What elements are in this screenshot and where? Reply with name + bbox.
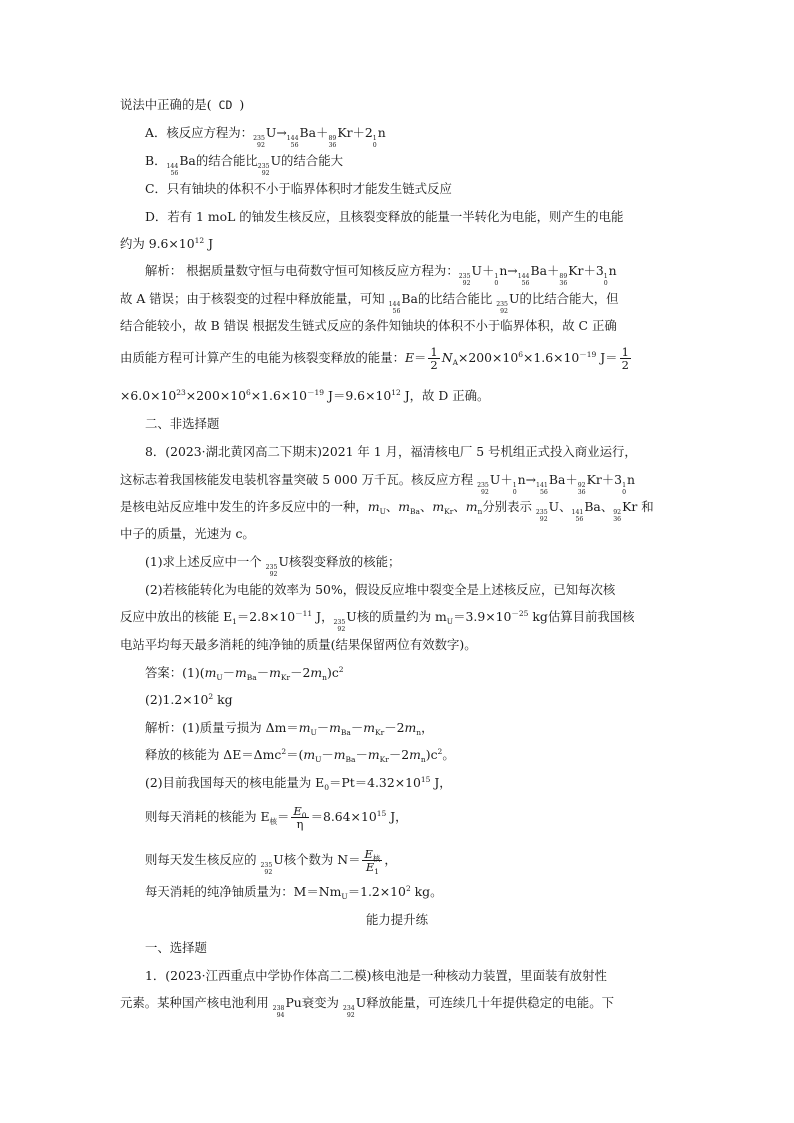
section-heading-choice: 一、选择题 xyxy=(145,940,207,955)
q8-solution-4: 则每天消耗的核能为 $E_核=$ $\frac{E_0}{\eta}$ $=8.64\times 10^{15}$ J， xyxy=(145,804,408,831)
q7-option-a: A．核反应方程为： 235 92 U→ 144 56 Ba＋ 89 36 Kr＋2 1 0 n xyxy=(145,125,386,149)
q8-solution-3: (2)目前我国每天的核电能量为 $E_0=Pt=4.32\times 10^{15}$ J， xyxy=(145,775,452,792)
q7-answer: CD xyxy=(218,98,233,112)
q7-solution-line1: 解析： 根据质量数守恒与电荷数守恒可知核反应方程为： 235 92 U＋ 1 0 n→ 144 56 Ba＋ 89 36 Kr＋3 1 0 n xyxy=(145,263,617,287)
fraction-ehe-over-e1: $\frac{E_核}{E_1}$ xyxy=(364,847,381,876)
q8-solution-1: 解析：(1)质量亏损为 $\Delta m=m_U-m_{Ba}-m_{Kr}-2m_n$， xyxy=(145,720,434,737)
nuclide-u235: 235 92 xyxy=(257,163,270,177)
q7-solution-line3: 结合能较小，故 B 错误 根据发生链式反应的条件知铀块的体积不小于临界体积，故 C 正确 xyxy=(120,318,617,333)
q7-stem: 说法中正确的是( CD ) xyxy=(120,97,245,112)
q7-solution-line4: 由质能方程可计算产生的电能为核裂变释放的能量：E＝ $\frac{1}{2}$ $N_A\times 200\times 10^6\times 1.6\times 10^{-19}$ J＝ $\frac{1}{2}$ xyxy=(120,345,629,372)
q8-line1: 8．(2023·湖北黄冈高二下期末)2021 年 1 月，福清核电厂 5 号机组正式投入商业运行， xyxy=(145,444,637,459)
q7-option-b: B． 144 56 Ba的结合能比 235 92 U的结合能大 xyxy=(145,153,343,177)
q8-line3: 是核电站反应堆中发生的许多反应中的一种，$m_U$、$m_{Ba}$、$m_{Kr}$、$m_n$分别表示 235 92 U、 141 56 Ba、 92 36 Kr 和 xyxy=(120,499,654,523)
q8-solution-2: 释放的核能为 $\Delta E=\Delta mc^2=(m_U-m_{Ba}-m_{Kr}-2m_n)c^2$。 xyxy=(145,747,455,764)
q8-solution-6: 每天消耗的纯净铀质量为：$M=Nm_U=1.2\times 10^2$ kg。 xyxy=(145,884,443,901)
q7-option-d-line2: 约为 $9.6\times 10^{12}$ J xyxy=(120,236,214,251)
q8-solution-5: 则每天发生核反应的 235 92 U核个数为 N＝ $\frac{E_核}{E_1}$ ， xyxy=(145,847,397,876)
q8-answer-2: $(2)1.2\times 10^2$ kg xyxy=(145,692,233,707)
fraction-half: $\frac{1}{2}$ xyxy=(621,345,629,372)
nuclide-pu238: 238 94 xyxy=(272,1005,285,1019)
nuclide-ba144: 144 56 xyxy=(286,135,299,149)
q8-part2-line1: (2)若核能转化为电能的效率为 50%，假设反应堆中裂变全是上述核反应，已知每次核 xyxy=(145,582,616,597)
q8-answer-1: 答案：$(1)(m_U-m_{Ba}-m_{Kr}-2m_n)c^2$ xyxy=(145,665,344,682)
q8-part1: (1)求上述反应中一个 235 92 U核裂变释放的核能； xyxy=(145,554,401,578)
nuclide-kr89: 89 36 xyxy=(328,135,337,149)
section-heading-non-choice: 二、非选择题 xyxy=(145,416,220,431)
q1-line2: 元素。某种国产核电池利用 238 94 Pu衰变为 234 92 U释放能量，可连续几十年提供稳定的电能。下 xyxy=(120,995,614,1019)
q8-part2-line3: 电站平均每天最多消耗的纯净铀的质量(结果保留两位有效数字)。 xyxy=(120,637,477,652)
q7-solution-line2: 故 A 错误；由于核裂变的过程中释放能量，可知 144 56 Ba的比结合能比 235 92 U的比结合能大，但 xyxy=(120,291,619,315)
q8-line2: 这标志着我国核能发电装机容量突破 5 000 万千瓦。核反应方程 235 92 U＋ 1 0 n→ 141 56 Ba＋ 92 36 Kr＋3 1 0 n xyxy=(120,472,635,496)
q8-part2-line2: 反应中放出的核能 $E_1=2.8\times 10^{-11}$ J， 235 92 U核的质量约为 $m_U=3.9\times 10^{-25}$ kg估算目前我国核 xyxy=(120,609,635,633)
q1-line1: 1．(2023·江西重点中学协作体高二二模)核电池是一种核动力装置，里面装有放射性 xyxy=(145,968,607,983)
q8-line4: 中子的质量，光速为 c。 xyxy=(120,526,255,541)
fraction-e0-over-eta: $\frac{E_0}{\eta}$ xyxy=(293,804,307,831)
nuclide-n: 1 0 xyxy=(372,135,377,149)
q7-option-c: C．只有铀块的体积不小于临界体积时才能发生链式反应 xyxy=(145,181,452,196)
q7-solution-line5: $\times 6.0\times 10^{23}\times 200\times 10^6\times 1.6\times 10^{-19}$ $J=9.6\times 10^{12}$ J，故 D 正确。 xyxy=(120,388,490,403)
section-title-ability: 能力提升练 xyxy=(366,912,428,927)
nuclide-u234: 234 92 xyxy=(342,1005,355,1019)
nuclide-ba144: 144 56 xyxy=(166,163,179,177)
nuclide-u235: 235 92 xyxy=(253,135,265,149)
q7-option-d-line1: D．若有 1 moL 的铀发生核反应，且核裂变释放的能量一半转化为电能，则产生的电能 xyxy=(145,209,624,224)
fraction-half: $\frac{1}{2}$ xyxy=(430,345,438,372)
